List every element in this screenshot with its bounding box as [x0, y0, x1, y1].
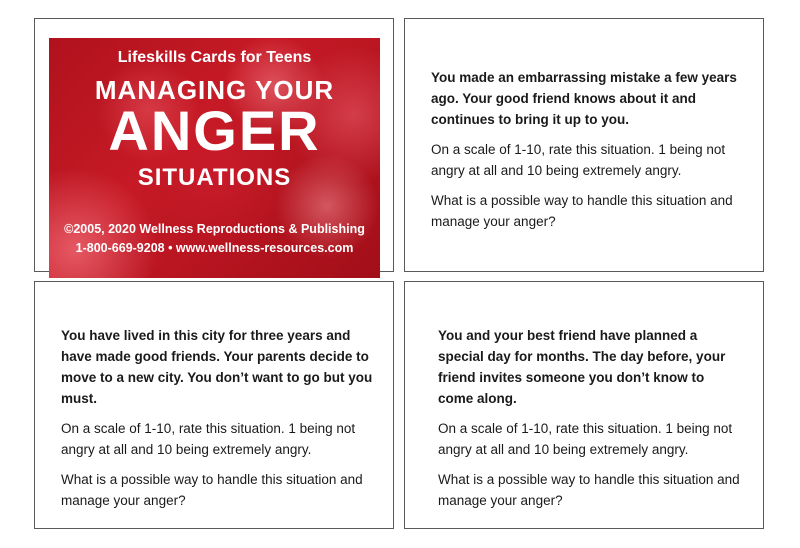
scenario-text: You have lived in this city for three years and have made good friends. Your parents decide to move to a new city. You don’t want to go but you must. — [61, 328, 373, 406]
card-text — [61, 325, 373, 520]
card-text — [438, 325, 743, 520]
card-text — [431, 67, 743, 241]
situation-card-3 — [404, 281, 764, 529]
rating-prompt: On a scale of 1-10, rate this situation. 1 being not angry at all and 10 being extremely angry. — [438, 421, 733, 457]
rating-prompt: On a scale of 1-10, rate this situation. 1 being not angry at all and 10 being extremely angry. — [61, 421, 356, 457]
question-prompt: What is a possible way to handle this situation and manage your anger? — [438, 472, 740, 508]
series-title: Lifeskills Cards for Teens — [117, 49, 312, 66]
question-prompt: What is a possible way to handle this situation and manage your anger? — [431, 193, 733, 229]
cover-image — [49, 38, 380, 278]
scenario-text: You made an embarrassing mistake a few years ago. Your good friend knows about it and continues to bring it up to you. — [431, 70, 737, 127]
situation-card-1 — [404, 18, 764, 272]
title-line-3: SITUATIONS — [137, 164, 292, 191]
scenario-text: You and your best friend have planned a special day for months. The day before, your friend invites someone you don’t know to come along. — [438, 328, 726, 406]
title-line-1: MANAGING YOUR — [94, 75, 335, 105]
copyright-text: ©2005, 2020 Wellness Reproductions & Publishing — [64, 222, 365, 236]
cover-card — [34, 18, 394, 272]
question-prompt: What is a possible way to handle this situation and manage your anger? — [61, 472, 363, 508]
rating-prompt: On a scale of 1-10, rate this situation. 1 being not angry at all and 10 being extremely angry. — [431, 142, 726, 178]
situation-card-2 — [34, 281, 394, 529]
contact-text: 1-800-669-9208 • www.wellness-resources.com — [75, 241, 354, 255]
title-line-2: ANGER — [108, 99, 321, 162]
